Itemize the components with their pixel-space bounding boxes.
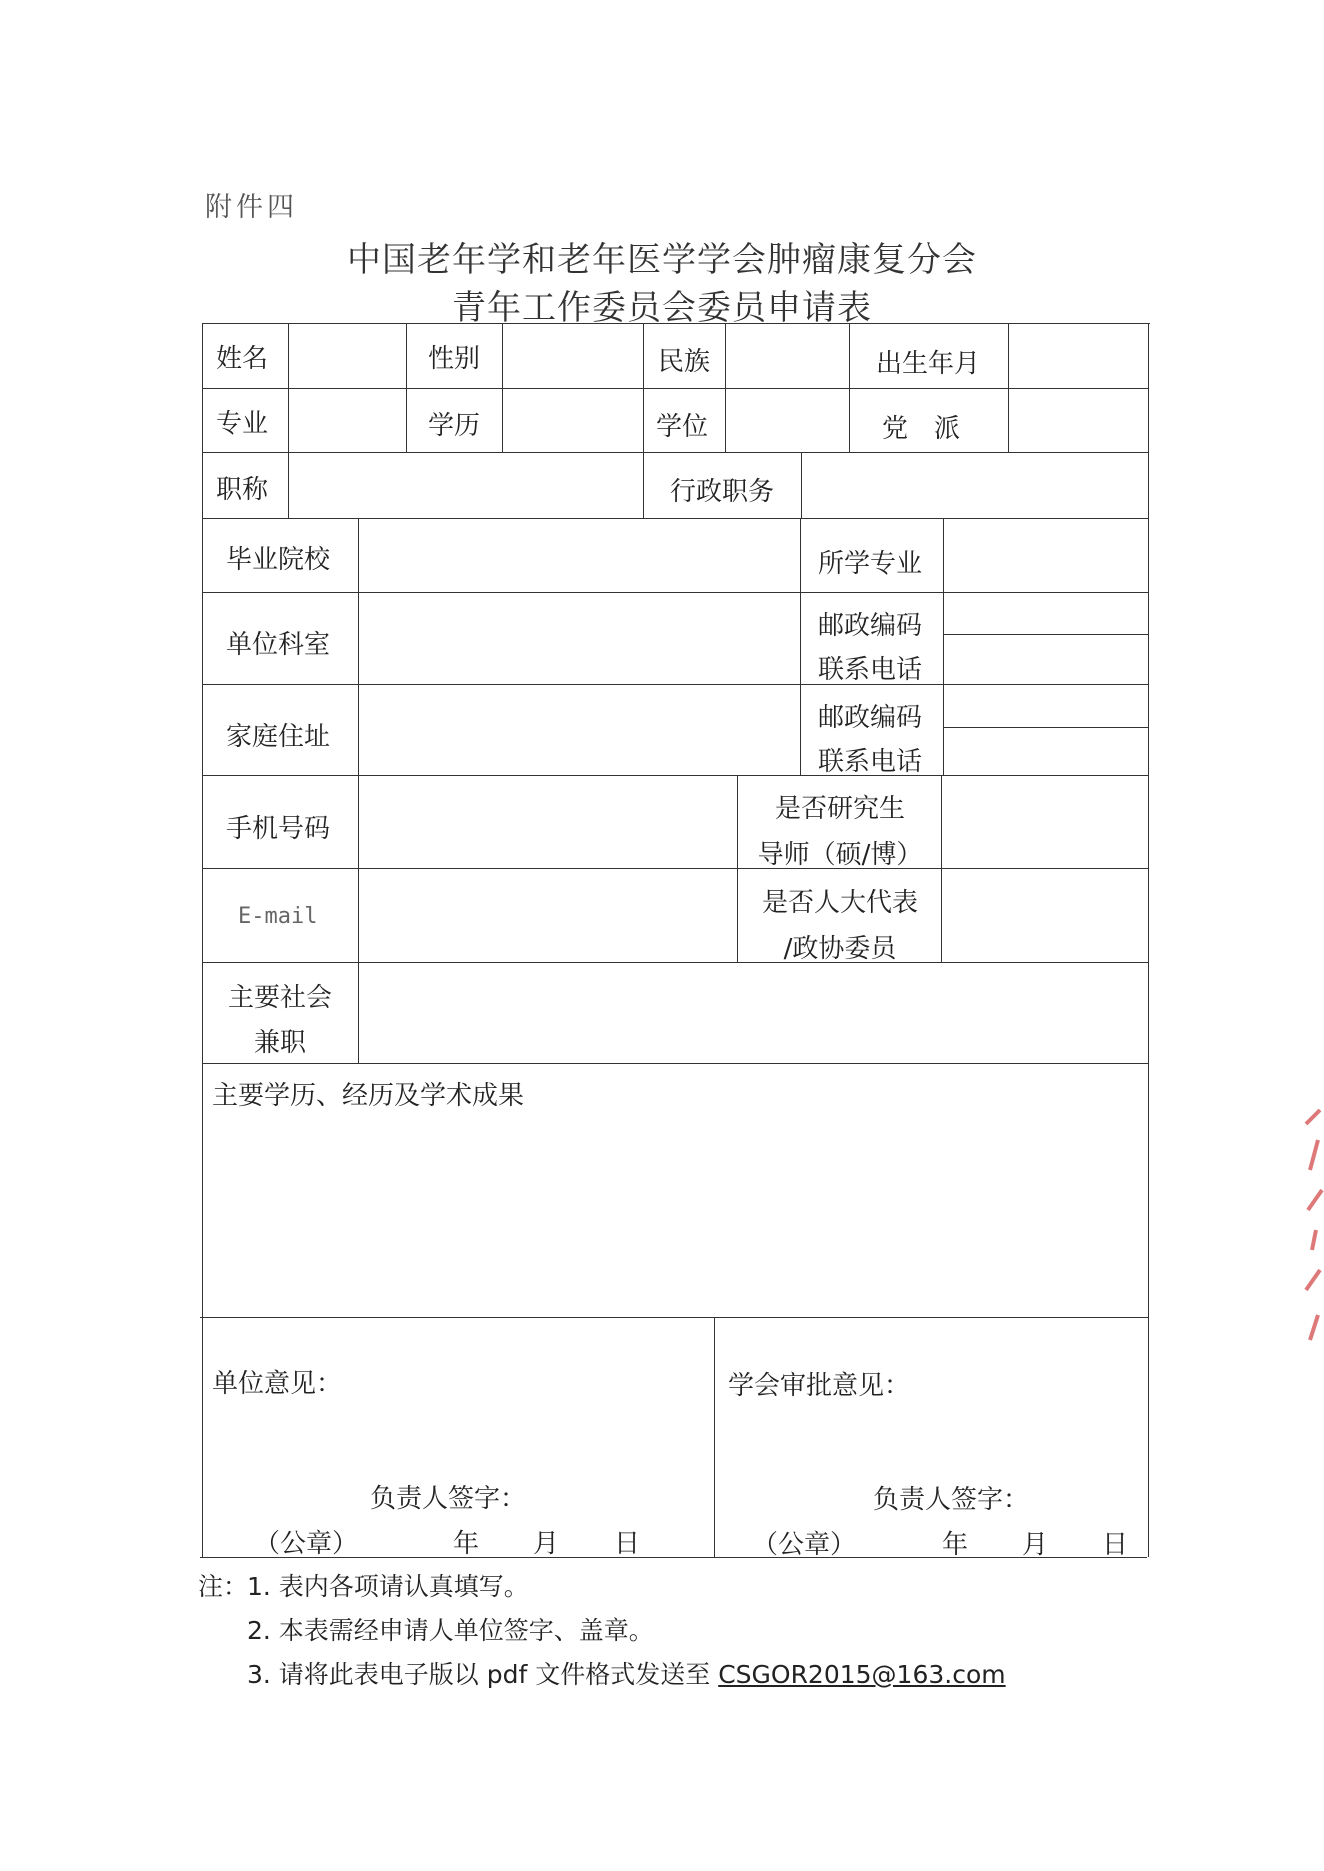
gender-field[interactable] xyxy=(504,325,641,387)
supervisor-field[interactable] xyxy=(943,777,1146,866)
society-day-label: 日 xyxy=(1102,1530,1129,1560)
name-field[interactable] xyxy=(290,325,404,387)
note-3 xyxy=(247,1655,1006,1691)
label-unit: 单位科室 xyxy=(226,630,331,660)
unit-signature-label: 负责人签字： xyxy=(370,1484,527,1514)
unit-seal-label: （公章） xyxy=(254,1529,359,1559)
home-postcode-field[interactable] xyxy=(945,686,1146,725)
label-social-line2: 兼职 xyxy=(253,1028,306,1058)
label-home: 家庭住址 xyxy=(226,722,331,752)
label-school: 毕业院校 xyxy=(226,545,331,575)
label-ethnicity: 民族 xyxy=(658,347,711,377)
admin-post-field[interactable] xyxy=(803,454,1146,516)
ethnicity-field[interactable] xyxy=(727,325,847,387)
society-seal-label: （公章） xyxy=(752,1530,857,1560)
home-phone-field[interactable] xyxy=(945,729,1146,773)
unit-year-label: 年 xyxy=(453,1529,480,1559)
note-3-text: 3. 请将此表电子版以 pdf 文件格式发送至 xyxy=(247,1660,719,1689)
mobile-field[interactable] xyxy=(360,777,735,866)
label-npc-line1: 是否人大代表 xyxy=(761,888,918,918)
label-social-line1: 主要社会 xyxy=(227,983,332,1013)
label-home-postcode: 邮政编码 xyxy=(818,703,923,733)
label-gender: 性别 xyxy=(428,344,481,374)
unit-phone-field[interactable] xyxy=(945,636,1146,682)
achievements-field[interactable] xyxy=(204,1110,1146,1315)
social-field[interactable] xyxy=(360,964,1146,1061)
title-field[interactable] xyxy=(290,454,641,516)
school-field[interactable] xyxy=(360,520,798,590)
education-field[interactable] xyxy=(504,390,641,450)
label-society-opinion: 学会审批意见： xyxy=(728,1371,911,1401)
label-unit-phone: 联系电话 xyxy=(818,655,923,685)
society-year-label: 年 xyxy=(942,1530,969,1560)
label-school-major: 所学专业 xyxy=(818,549,923,579)
attachment-label: 附件四 xyxy=(205,192,298,223)
email-field[interactable] xyxy=(360,870,735,960)
label-unit-opinion: 单位意见： xyxy=(212,1369,343,1399)
unit-postcode-field[interactable] xyxy=(945,594,1146,632)
label-party: 党 派 xyxy=(882,414,961,444)
form-title-line1: 中国老年学和老年医学学会肿瘤康复分会 xyxy=(347,240,977,280)
label-supervisor-line2: 导师（硕/博） xyxy=(757,840,923,870)
label-npc-line2: /政协委员 xyxy=(783,934,897,964)
label-achievements: 主要学历、经历及学术成果 xyxy=(212,1081,525,1111)
note-1: 1. 表内各项请认真填写。 xyxy=(247,1572,529,1601)
label-title: 职称 xyxy=(216,475,269,505)
birth-field[interactable] xyxy=(1010,325,1146,387)
label-birth: 出生年月 xyxy=(876,349,981,379)
label-supervisor-line1: 是否研究生 xyxy=(774,794,905,824)
label-education: 学历 xyxy=(428,411,481,441)
label-email: E-mail xyxy=(238,904,318,929)
npc-field[interactable] xyxy=(943,870,1146,960)
degree-field[interactable] xyxy=(727,390,847,450)
party-field[interactable] xyxy=(1010,390,1146,450)
unit-field[interactable] xyxy=(360,594,798,682)
red-stamp-fragment xyxy=(1300,1100,1324,1350)
label-name: 姓名 xyxy=(216,344,269,374)
home-field[interactable] xyxy=(360,686,798,773)
society-signature-label: 负责人签字： xyxy=(873,1485,1030,1515)
unit-day-label: 日 xyxy=(614,1529,641,1559)
unit-month-label: 月 xyxy=(533,1529,560,1559)
major-field[interactable] xyxy=(290,390,404,450)
label-unit-postcode: 邮政编码 xyxy=(818,611,923,641)
label-degree: 学位 xyxy=(656,412,709,442)
society-month-label: 月 xyxy=(1022,1530,1049,1560)
school-major-field[interactable] xyxy=(945,520,1146,590)
note-3-email-link[interactable]: CSGOR2015@163.com xyxy=(718,1660,1006,1689)
label-admin-post: 行政职务 xyxy=(670,477,775,507)
label-home-phone: 联系电话 xyxy=(818,747,923,777)
form-title-line2: 青年工作委员会委员申请表 xyxy=(452,288,872,328)
note-2: 2. 本表需经申请人单位签字、盖章。 xyxy=(247,1616,654,1645)
label-major: 专业 xyxy=(216,409,269,439)
label-mobile: 手机号码 xyxy=(226,814,331,844)
notes-prefix: 注： xyxy=(198,1572,249,1601)
